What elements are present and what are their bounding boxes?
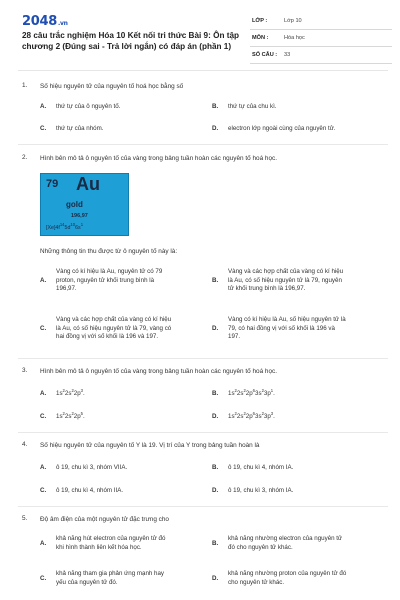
option-text: Vàng và các hợp chất của vàng có kí hiệu là Au, có số hiệu nguyên tử là 79, vàng có hai đồng vị với số khối là 196 và 197. bbox=[56, 316, 172, 341]
option-letter: D. bbox=[212, 325, 219, 332]
element-name: gold bbox=[66, 200, 83, 209]
option-text: ô 19, chu kì 4, nhóm IIA. bbox=[56, 487, 124, 494]
element-symbol: Au bbox=[76, 174, 100, 194]
question-text: Độ âm điện của một nguyên tử đặc trưng cho bbox=[40, 516, 169, 523]
question-text: Số hiệu nguyên tử của nguyên tố hoá học bằng số bbox=[40, 83, 184, 90]
logo-suffix: .vn bbox=[57, 20, 68, 27]
option-letter: A. bbox=[40, 103, 47, 110]
question-text: Số hiệu nguyên tử của nguyên tố Y là 19. Vị trí của Y trong bảng tuần hoàn là bbox=[40, 442, 260, 449]
option-a[interactable] bbox=[40, 268, 210, 298]
option-text: Vàng có kí hiệu là Au, số hiệu nguyên tử là 79, có hai đồng vị với số khối là 196 và 197. bbox=[228, 316, 346, 341]
meta-value: Hóa học bbox=[284, 35, 305, 41]
option-text: Vàng có kí hiệu là Au, nguyên tử có 79 proton, nguyên tử khối trung bình là 196,97. bbox=[56, 268, 163, 293]
question-number: 2. bbox=[22, 154, 28, 161]
question-text: Hình bên mô tả ô nguyên tố của vàng trong bảng tuần hoàn các nguyên tố hoá học. bbox=[40, 155, 277, 162]
option-d[interactable] bbox=[212, 316, 387, 346]
option-letter: B. bbox=[212, 540, 219, 547]
option-text: thứ tự của nhóm. bbox=[56, 125, 104, 132]
question-divider bbox=[18, 144, 388, 145]
option-b[interactable] bbox=[212, 535, 387, 555]
question-divider bbox=[18, 506, 388, 507]
option-letter: C. bbox=[40, 125, 47, 132]
question-number: 5. bbox=[22, 515, 28, 522]
meta-row-class bbox=[250, 13, 392, 30]
option-letter: B. bbox=[212, 103, 219, 110]
option-text: khả năng tham gia phản ứng mạnh hay yếu của nguyên tử đó. bbox=[56, 570, 165, 586]
meta-key: LỚP : bbox=[252, 18, 268, 24]
question-text: Hình bên mô tả ô nguyên tố của vàng trong bảng tuần hoàn các nguyên tố hoá học. bbox=[40, 368, 277, 375]
meta-key: MÔN : bbox=[252, 35, 269, 41]
option-text: thứ tự của ô nguyên tố. bbox=[56, 103, 121, 110]
option-text: Vàng và các hợp chất của vàng có kí hiệu là Au, có số hiệu nguyên tử là 79, nguyên tử khối trung bình là 196,97. bbox=[228, 268, 344, 293]
option-letter: B. bbox=[212, 390, 219, 397]
option-text: $1s^22s^22p^63s^23p^1$. bbox=[228, 387, 275, 397]
question-prompt: Những thông tin thu được từ ô nguyên tố này là: bbox=[40, 248, 178, 255]
option-text: $1s^22s^22p^5$. bbox=[56, 410, 85, 420]
option-letter: A. bbox=[40, 540, 47, 547]
meta-key: SỐ CÂU : bbox=[252, 52, 278, 58]
document-title: 28 câu trắc nghiệm Hóa 10 Kết nối tri thức Bài 9: Ôn tập chương 2 (Đúng sai - Trả lời ngắn) có đáp án (phần 1) bbox=[22, 31, 240, 51]
question-divider bbox=[18, 358, 388, 359]
atomic-number: 79 bbox=[46, 178, 59, 190]
option-c[interactable] bbox=[40, 316, 210, 346]
header-divider bbox=[18, 70, 388, 71]
meta-value: 33 bbox=[284, 52, 291, 58]
page-header bbox=[0, 0, 400, 66]
option-letter: A. bbox=[40, 390, 47, 397]
meta-row-subject bbox=[250, 30, 392, 47]
option-text: ô 19, chu kì 3, nhóm VIIA. bbox=[56, 464, 128, 471]
option-a[interactable] bbox=[40, 535, 210, 555]
meta-row-count bbox=[250, 47, 392, 64]
option-b[interactable] bbox=[212, 268, 387, 298]
question-number: 4. bbox=[22, 441, 28, 448]
option-letter: C. bbox=[40, 487, 47, 494]
option-letter: C. bbox=[40, 325, 47, 332]
site-logo[interactable] bbox=[22, 14, 68, 29]
question-number: 3. bbox=[22, 367, 28, 374]
option-text: ô 19, chu kì 3, nhóm IA. bbox=[228, 487, 294, 494]
document-meta bbox=[250, 13, 392, 64]
option-letter: A. bbox=[40, 277, 47, 284]
option-letter: C. bbox=[40, 413, 47, 420]
meta-value: Lớp 10 bbox=[284, 18, 302, 24]
option-c[interactable] bbox=[40, 570, 210, 590]
option-letter: D. bbox=[212, 575, 219, 582]
question-number: 1. bbox=[22, 82, 28, 89]
gold-element-tile bbox=[40, 173, 129, 236]
option-letter: B. bbox=[212, 464, 219, 471]
option-text: $1s^22s^22p^3$. bbox=[56, 387, 85, 397]
electron-configuration: $[Xe]4f^{14}5d^{10}6s^1$ bbox=[46, 222, 84, 231]
option-letter: D. bbox=[212, 125, 219, 132]
atomic-mass: 196,97 bbox=[71, 213, 88, 219]
option-text: khả năng nhường electron của nguyên tử đó cho nguyên tử khác. bbox=[228, 535, 343, 551]
option-letter: D. bbox=[212, 413, 219, 420]
logo-text: 2048 bbox=[22, 14, 57, 29]
option-text: electron lớp ngoài cùng của nguyên tử. bbox=[228, 125, 336, 132]
option-text: $1s^22s^22p^63s^23p^3$. bbox=[228, 410, 275, 420]
option-letter: A. bbox=[40, 464, 47, 471]
option-text: khả năng hút electron của nguyên tử đó khi hình thành liên kết hóa học. bbox=[56, 535, 166, 551]
option-letter: D. bbox=[212, 487, 219, 494]
option-text: thứ tự của chu kì. bbox=[228, 103, 277, 110]
option-text: ô 19, chu kì 4, nhóm IA. bbox=[228, 464, 294, 471]
option-text: khả năng nhường proton của nguyên tử đó cho nguyên tử khác. bbox=[228, 570, 347, 586]
question-divider bbox=[18, 432, 388, 433]
option-d[interactable] bbox=[212, 570, 387, 590]
option-letter: B. bbox=[212, 277, 219, 284]
option-letter: C. bbox=[40, 575, 47, 582]
